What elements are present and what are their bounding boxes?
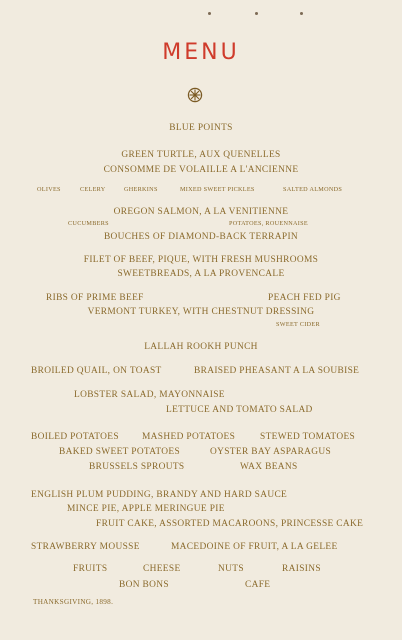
menu-title: MENU — [162, 40, 240, 65]
relish-item: GHERKINS — [124, 186, 158, 193]
menu-item-nuts: NUTS — [218, 564, 244, 574]
relish-item: MIXED SWEET PICKLES — [180, 186, 255, 193]
menu-item-fruits: FRUITS — [73, 564, 108, 574]
menu-item-oyster-bay: OYSTER BAY ASPARAGUS — [210, 447, 332, 457]
menu-item-terrapin: BOUCHES OF DIAMOND-BACK TERRAPIN — [103, 232, 299, 242]
menu-item-cheese: CHEESE — [143, 564, 181, 574]
menu-item-ribs: RIBS OF PRIME BEEF — [46, 293, 144, 303]
menu-item-cucumbers: CUCUMBERS — [68, 220, 109, 227]
paper-speck — [300, 12, 303, 15]
menu-item-mousse: STRAWBERRY MOUSSE — [31, 542, 140, 552]
menu-item-oregon-salmon: OREGON SALMON, A LA VENITIENNE — [113, 207, 289, 217]
menu-item-bon-bons: BON BONS — [119, 580, 169, 590]
menu-item-potatoes-rouennaise: POTATOES, ROUENNAISE — [229, 220, 308, 227]
menu-item-cider: SWEET CIDER — [276, 321, 320, 328]
menu-item-fruit-cake: FRUIT CAKE, ASSORTED MACAROONS, PRINCESSE CAKE — [96, 519, 364, 529]
menu-item-mince-pie: MINCE PIE, APPLE MERINGUE PIE — [67, 504, 225, 514]
menu-item-blue-points: BLUE POINTS — [169, 123, 233, 133]
relish-item: OLIVES — [37, 186, 61, 193]
menu-item-peach-pig: PEACH FED PIG — [268, 293, 341, 303]
menu-item-turkey: VERMONT TURKEY, WITH CHESTNUT DRESSING — [87, 307, 315, 317]
menu-item-mashed-potatoes: MASHED POTATOES — [142, 432, 236, 442]
relish-item: SALTED ALMONDS — [283, 186, 343, 193]
menu-item-stewed-tomatoes: STEWED TOMATOES — [260, 432, 356, 442]
menu-item-consomme: CONSOMME DE VOLAILLE A L'ANCIENNE — [103, 165, 299, 175]
menu-item-wax-beans: WAX BEANS — [240, 462, 298, 472]
menu-item-quail: BROILED QUAIL, ON TOAST — [31, 366, 162, 376]
relish-item: CELERY — [80, 186, 106, 193]
menu-item-brussels: BRUSSELS SPROUTS — [89, 462, 185, 472]
menu-item-green-turtle: GREEN TURTLE, AUX QUENELLES — [121, 150, 281, 160]
menu-item-lobster: LOBSTER SALAD, MAYONNAISE — [74, 390, 225, 400]
menu-item-filet: FILET OF BEEF, PIQUE, WITH FRESH MUSHROOMS — [83, 255, 319, 265]
menu-item-macedoine: MACEDOINE OF FRUIT, A LA GELEE — [171, 542, 338, 552]
menu-item-baked-sweet: BAKED SWEET POTATOES — [59, 447, 181, 457]
paper-speck — [208, 12, 211, 15]
menu-item-punch: LALLAH ROOKH PUNCH — [144, 342, 258, 352]
menu-item-lettuce: LETTUCE AND TOMATO SALAD — [166, 405, 313, 415]
menu-item-pheasant: BRAISED PHEASANT A LA SOUBISE — [194, 366, 360, 376]
paper-speck — [255, 12, 258, 15]
footer-date: THANKSGIVING, 1898. — [33, 598, 114, 606]
menu-item-boiled-potatoes: BOILED POTATOES — [31, 432, 119, 442]
menu-item-sweetbreads: SWEETBREADS, A LA PROVENCALE — [117, 269, 285, 279]
menu-item-plum-pudding: ENGLISH PLUM PUDDING, BRANDY AND HARD SAUCE — [31, 490, 288, 500]
rosette-icon — [187, 87, 203, 103]
menu-item-raisins: RAISINS — [282, 564, 321, 574]
menu-item-cafe: CAFE — [245, 580, 271, 590]
